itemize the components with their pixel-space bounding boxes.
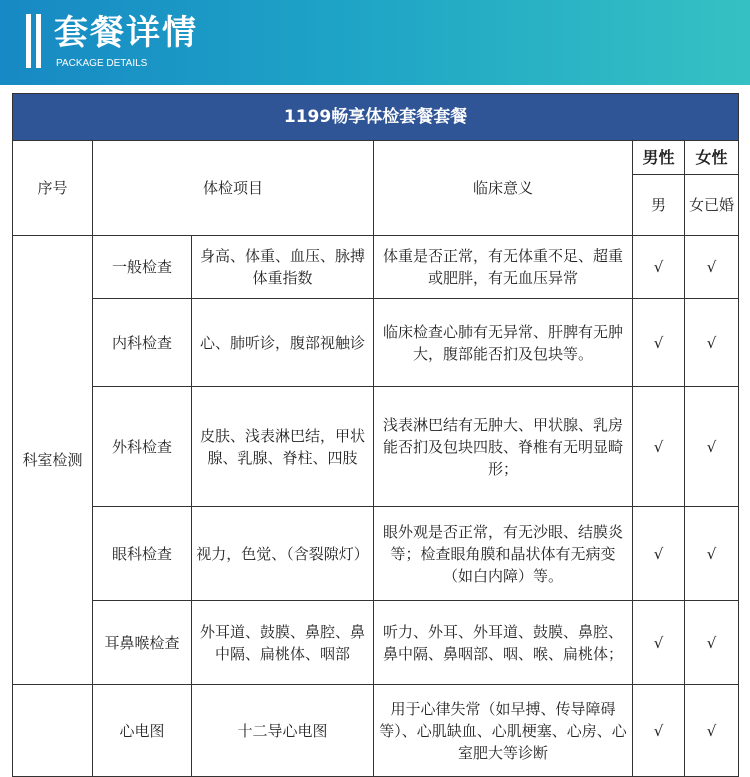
row-meaning: 用于心律失常（如早搏、传导障碍等）、心肌缺血、心肌梗塞、心房、心室肥大等诊断 [374,685,633,777]
row-male-check: √ [633,685,685,777]
row-item: 身高、体重、血压、脉搏体重指数 [192,236,374,299]
header-bar-decoration [36,14,41,68]
row-female-check: √ [685,507,739,601]
row-name: 内科检查 [93,299,192,387]
group-name: 科室检测 [13,236,93,685]
table-row [13,685,739,777]
row-item: 心、肺听诊，腹部视触诊 [192,299,374,387]
header-item: 体检项目 [93,141,374,236]
row-male-check: √ [633,387,685,507]
row-meaning: 浅表淋巴结有无肿大、甲状腺、乳房能否扪及包块四肢、脊椎有无明显畸形； [374,387,633,507]
row-meaning: 眼外观是否正常，有无沙眼、结膜炎等；检查眼角膜和晶状体有无病变（如白内障）等。 [374,507,633,601]
package-name: 1199畅享体检套餐套餐 [13,94,739,141]
page-subtitle: PACKAGE DETAILS [56,58,148,69]
row-female-check: √ [685,601,739,685]
row-female-check: √ [685,387,739,507]
page-title: 套餐详情 [54,13,198,53]
package-table [12,93,739,777]
row-name: 一般检查 [93,236,192,299]
table-row [13,236,739,299]
row-item: 十二导心电图 [192,685,374,777]
header-meaning: 临床意义 [374,141,633,236]
header-male-sub: 男 [633,175,685,236]
row-item: 外耳道、鼓膜、鼻腔、鼻中隔、扁桃体、咽部 [192,601,374,685]
row-item: 皮肤、浅表淋巴结，甲状腺、乳腺、脊柱、四肢 [192,387,374,507]
row-female-check: √ [685,685,739,777]
table-row [13,507,739,601]
row-meaning: 体重是否正常，有无体重不足、超重或肥胖，有无血压异常 [374,236,633,299]
row-male-check: √ [633,236,685,299]
page-header [0,0,750,85]
row-name: 外科检查 [93,387,192,507]
group-name [13,685,93,777]
header-female: 女性 [685,141,739,175]
row-male-check: √ [633,507,685,601]
row-female-check: √ [685,236,739,299]
header-female-sub: 女已婚 [685,175,739,236]
table-header-row [13,141,739,175]
table-row [13,387,739,507]
table-title-row [13,94,739,141]
row-name: 耳鼻喉检查 [93,601,192,685]
header-male: 男性 [633,141,685,175]
header-index: 序号 [13,141,93,236]
row-male-check: √ [633,601,685,685]
row-meaning: 临床检查心肺有无异常、肝脾有无肿大，腹部能否扪及包块等。 [374,299,633,387]
row-name: 眼科检查 [93,507,192,601]
row-item: 视力，色觉、（含裂隙灯） [192,507,374,601]
table-row [13,601,739,685]
table-row [13,299,739,387]
row-female-check: √ [685,299,739,387]
row-male-check: √ [633,299,685,387]
row-name: 心电图 [93,685,192,777]
header-bar-decoration [26,14,31,68]
row-meaning: 听力、外耳、外耳道、鼓膜、鼻腔、鼻中隔、鼻咽部、咽、喉、扁桃体； [374,601,633,685]
